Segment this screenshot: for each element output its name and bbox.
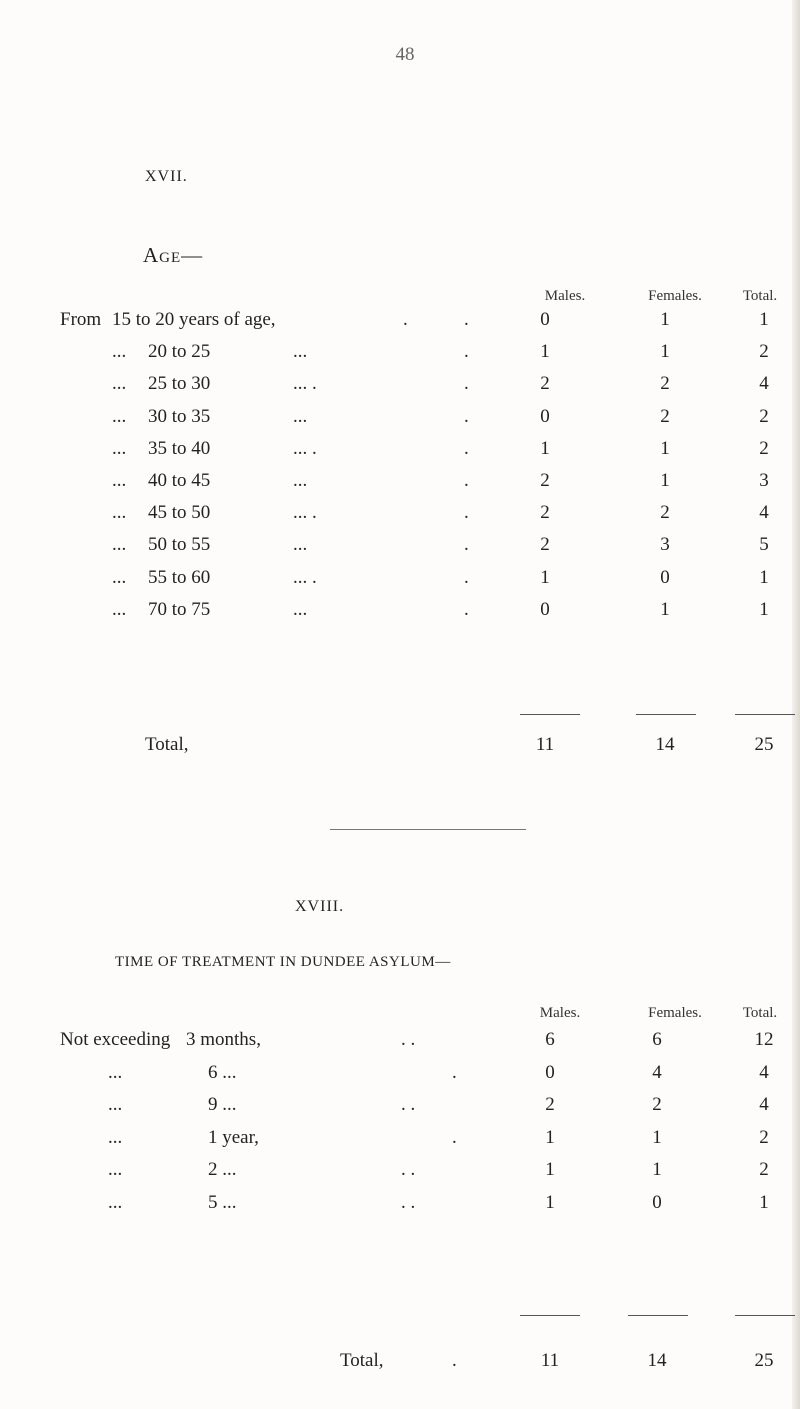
rule-females-2 <box>628 1315 688 1316</box>
col-header-females-2: Females. <box>648 1005 702 1021</box>
cell-males: 1 <box>545 1127 555 1148</box>
row-label: 2 ... <box>208 1159 237 1180</box>
cell-females: 2 <box>660 373 670 394</box>
row-dots: . . <box>401 1094 416 1115</box>
rule-males <box>520 714 580 715</box>
row-label: 5 ... <box>208 1192 237 1213</box>
cell-females: 0 <box>660 567 670 588</box>
cell-males: 1 <box>540 341 550 362</box>
total-label: Total, <box>145 734 189 755</box>
row-leader: . <box>464 502 469 523</box>
cell-females: 1 <box>660 309 670 330</box>
row-prefix: ... <box>108 1159 123 1180</box>
row-dots: ... . <box>293 502 317 523</box>
row-prefix: ... <box>112 373 127 394</box>
total-total: 25 <box>754 734 774 755</box>
cell-females: 4 <box>652 1062 662 1083</box>
row-label: 55 to 60 <box>148 567 211 588</box>
cell-females: 1 <box>660 470 670 491</box>
row-label: 30 to 35 <box>148 406 211 427</box>
cell-females: 2 <box>660 406 670 427</box>
cell-females: 3 <box>660 534 670 555</box>
row-leader: . <box>464 470 469 491</box>
row-dots: ... . <box>293 567 317 588</box>
cell-males: 2 <box>540 470 550 491</box>
row-label: 35 to 40 <box>148 438 211 459</box>
total-leader-dot: . <box>452 1350 457 1371</box>
total-females: 14 <box>655 734 675 755</box>
col-header-total-2: Total. <box>742 1005 778 1021</box>
cell-males: 0 <box>540 309 550 330</box>
row-label: 50 to 55 <box>148 534 211 555</box>
cell-total: 2 <box>759 341 769 362</box>
cell-total: 3 <box>759 470 769 491</box>
row-leader: . <box>464 341 469 362</box>
total-total-2: 25 <box>754 1350 774 1371</box>
cell-males: 1 <box>545 1192 555 1213</box>
cell-total: 4 <box>759 502 769 523</box>
cell-males: 1 <box>545 1159 555 1180</box>
row-leader: . <box>464 406 469 427</box>
row-label: 45 to 50 <box>148 502 211 523</box>
row-dots: . . <box>401 1159 416 1180</box>
cell-males: 2 <box>540 373 550 394</box>
table-title-time-of-treatment: TIME OF TREATMENT IN DUNDEE ASYLUM— <box>115 954 451 970</box>
cell-total: 2 <box>759 406 769 427</box>
row-prefix: ... <box>108 1127 123 1148</box>
cell-total: 4 <box>759 1062 769 1083</box>
row-label: 15 to 20 years of age, <box>112 309 276 330</box>
row-dots: . <box>403 309 408 330</box>
row-prefix: ... <box>108 1062 123 1083</box>
row-leader: . <box>464 567 469 588</box>
section-heading-xvii: XVII. <box>145 168 188 185</box>
cell-females: 2 <box>660 502 670 523</box>
row-dots: . . <box>401 1192 416 1213</box>
row-label: 20 to 25 <box>148 341 211 362</box>
cell-females: 1 <box>652 1127 662 1148</box>
section-heading-xviii: XVIII. <box>295 898 345 915</box>
row-leader: . <box>464 373 469 394</box>
col-header-females: Females. <box>648 288 702 304</box>
total-label-2: Total, <box>340 1350 384 1371</box>
row-prefix: ... <box>112 406 127 427</box>
row-leader: . <box>464 309 469 330</box>
row-prefix: From <box>60 309 102 330</box>
cell-total: 1 <box>759 599 769 620</box>
row-prefix: ... <box>112 341 127 362</box>
section-divider <box>330 829 526 830</box>
row-leader: . <box>464 438 469 459</box>
cell-males: 2 <box>545 1094 555 1115</box>
total-males: 11 <box>535 734 555 755</box>
cell-females: 1 <box>652 1159 662 1180</box>
row-label: 70 to 75 <box>148 599 211 620</box>
cell-total: 4 <box>759 1094 769 1115</box>
col-header-males: Males. <box>544 288 586 304</box>
rule-total-2 <box>735 1315 795 1316</box>
row-dots: . <box>452 1062 457 1083</box>
rule-males-2 <box>520 1315 580 1316</box>
row-dots: ... . <box>293 438 317 459</box>
cell-total: 1 <box>759 1192 769 1213</box>
total-females-2: 14 <box>647 1350 667 1371</box>
cell-females: 0 <box>652 1192 662 1213</box>
cell-total: 2 <box>759 438 769 459</box>
col-header-males-2: Males. <box>539 1005 581 1021</box>
cell-total: 2 <box>759 1159 769 1180</box>
row-prefix: ... <box>112 470 127 491</box>
row-prefix: Not exceeding <box>60 1029 171 1050</box>
cell-total: 1 <box>759 567 769 588</box>
row-dots: ... <box>293 534 308 555</box>
cell-total: 1 <box>759 309 769 330</box>
row-dots: . . <box>401 1029 416 1050</box>
cell-males: 2 <box>540 534 550 555</box>
cell-females: 6 <box>652 1029 662 1050</box>
cell-total: 2 <box>759 1127 769 1148</box>
cell-males: 0 <box>540 599 550 620</box>
rule-females <box>636 714 696 715</box>
cell-males: 2 <box>540 502 550 523</box>
row-label: 3 months, <box>186 1029 261 1050</box>
cell-males: 0 <box>545 1062 555 1083</box>
row-prefix: ... <box>112 438 127 459</box>
row-dots: ... . <box>293 373 317 394</box>
row-prefix: ... <box>112 534 127 555</box>
cell-males: 6 <box>545 1029 555 1050</box>
row-label: 6 ... <box>208 1062 237 1083</box>
cell-males: 1 <box>540 438 550 459</box>
cell-total: 12 <box>754 1029 774 1050</box>
row-prefix: ... <box>112 599 127 620</box>
cell-females: 2 <box>652 1094 662 1115</box>
cell-males: 0 <box>540 406 550 427</box>
row-dots: ... <box>293 406 308 427</box>
table-title-age: Age— <box>143 243 204 267</box>
cell-females: 1 <box>660 438 670 459</box>
row-dots: ... <box>293 599 308 620</box>
row-prefix: ... <box>112 567 127 588</box>
cell-females: 1 <box>660 599 670 620</box>
row-label: 40 to 45 <box>148 470 211 491</box>
page-number: 48 <box>395 44 415 65</box>
col-header-total: Total. <box>742 288 778 304</box>
cell-total: 5 <box>759 534 769 555</box>
row-prefix: ... <box>108 1094 123 1115</box>
row-dots: ... <box>293 341 308 362</box>
row-prefix: ... <box>108 1192 123 1213</box>
cell-females: 1 <box>660 341 670 362</box>
row-label: 1 year, <box>208 1127 259 1148</box>
cell-males: 1 <box>540 567 550 588</box>
total-males-2: 11 <box>540 1350 560 1371</box>
row-dots: ... <box>293 470 308 491</box>
row-leader: . <box>464 599 469 620</box>
cell-total: 4 <box>759 373 769 394</box>
row-dots: . <box>452 1127 457 1148</box>
row-label: 25 to 30 <box>148 373 211 394</box>
row-prefix: ... <box>112 502 127 523</box>
row-leader: . <box>464 534 469 555</box>
rule-total <box>735 714 795 715</box>
row-label: 9 ... <box>208 1094 237 1115</box>
